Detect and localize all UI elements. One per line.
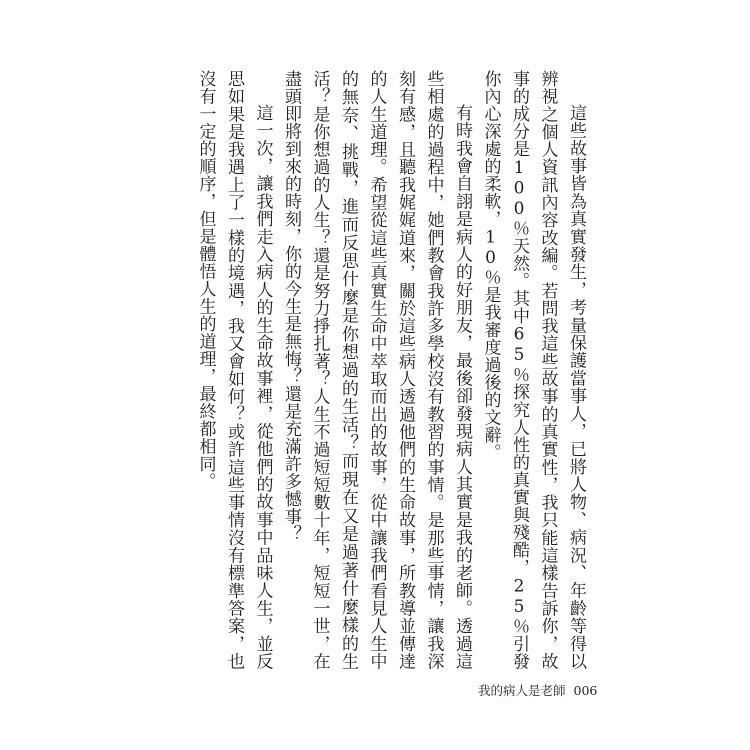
paragraph-patients-as-teachers: 有時我會自詡是病人的好朋友，最後卻發現病人其實是我的老師。透過這些相處的過程中，她們教會我許多學校沒有教習的事情。是那些事情，讓我深刻有感，且聽我娓娓道來，關於這些病人透過他們的生命故事，所教導並傳達的人生道理。希望從這些真實生命中萃取而出的故事，從中讓我們看見人生中的無奈、挑戰，進而反思什麼是你想過的生活？而現在又是過著什麼樣的生活？是你想過的人生？還是努力掙扎著？人生不過短短數十年，短短一世，在盡頭即將到來的時刻，你的今生是無悔？還是充滿許多憾事？	[281, 70, 472, 670]
body-text	[191, 70, 590, 670]
paragraph-disclaimer: 這些故事皆為真實發生，考量保護當事人，已將人物、病況、年齡等得以辨視之個人資訊內容改編。若問我這些故事的真實性，我只能這樣告訴你，故事的成分是100％天然。其中65％探究人性的真實與殘酷，25％引發你內心深處的柔軟，10％是我審度過後的文辭。	[480, 70, 586, 670]
page-number: 006	[573, 683, 598, 698]
running-title: 我的病人是老師	[478, 683, 566, 698]
paragraph-invitation: 這一次，讓我們走入病人的生命故事裡，從他們的故事中品味人生，並反思如果是我遇上了一樣的境遇，我又會如何？或許這些事情沒有標準答案，也沒有一定的順序，但是體悟人生的道理，最終都相同。	[195, 70, 273, 670]
page-footer	[478, 681, 597, 699]
